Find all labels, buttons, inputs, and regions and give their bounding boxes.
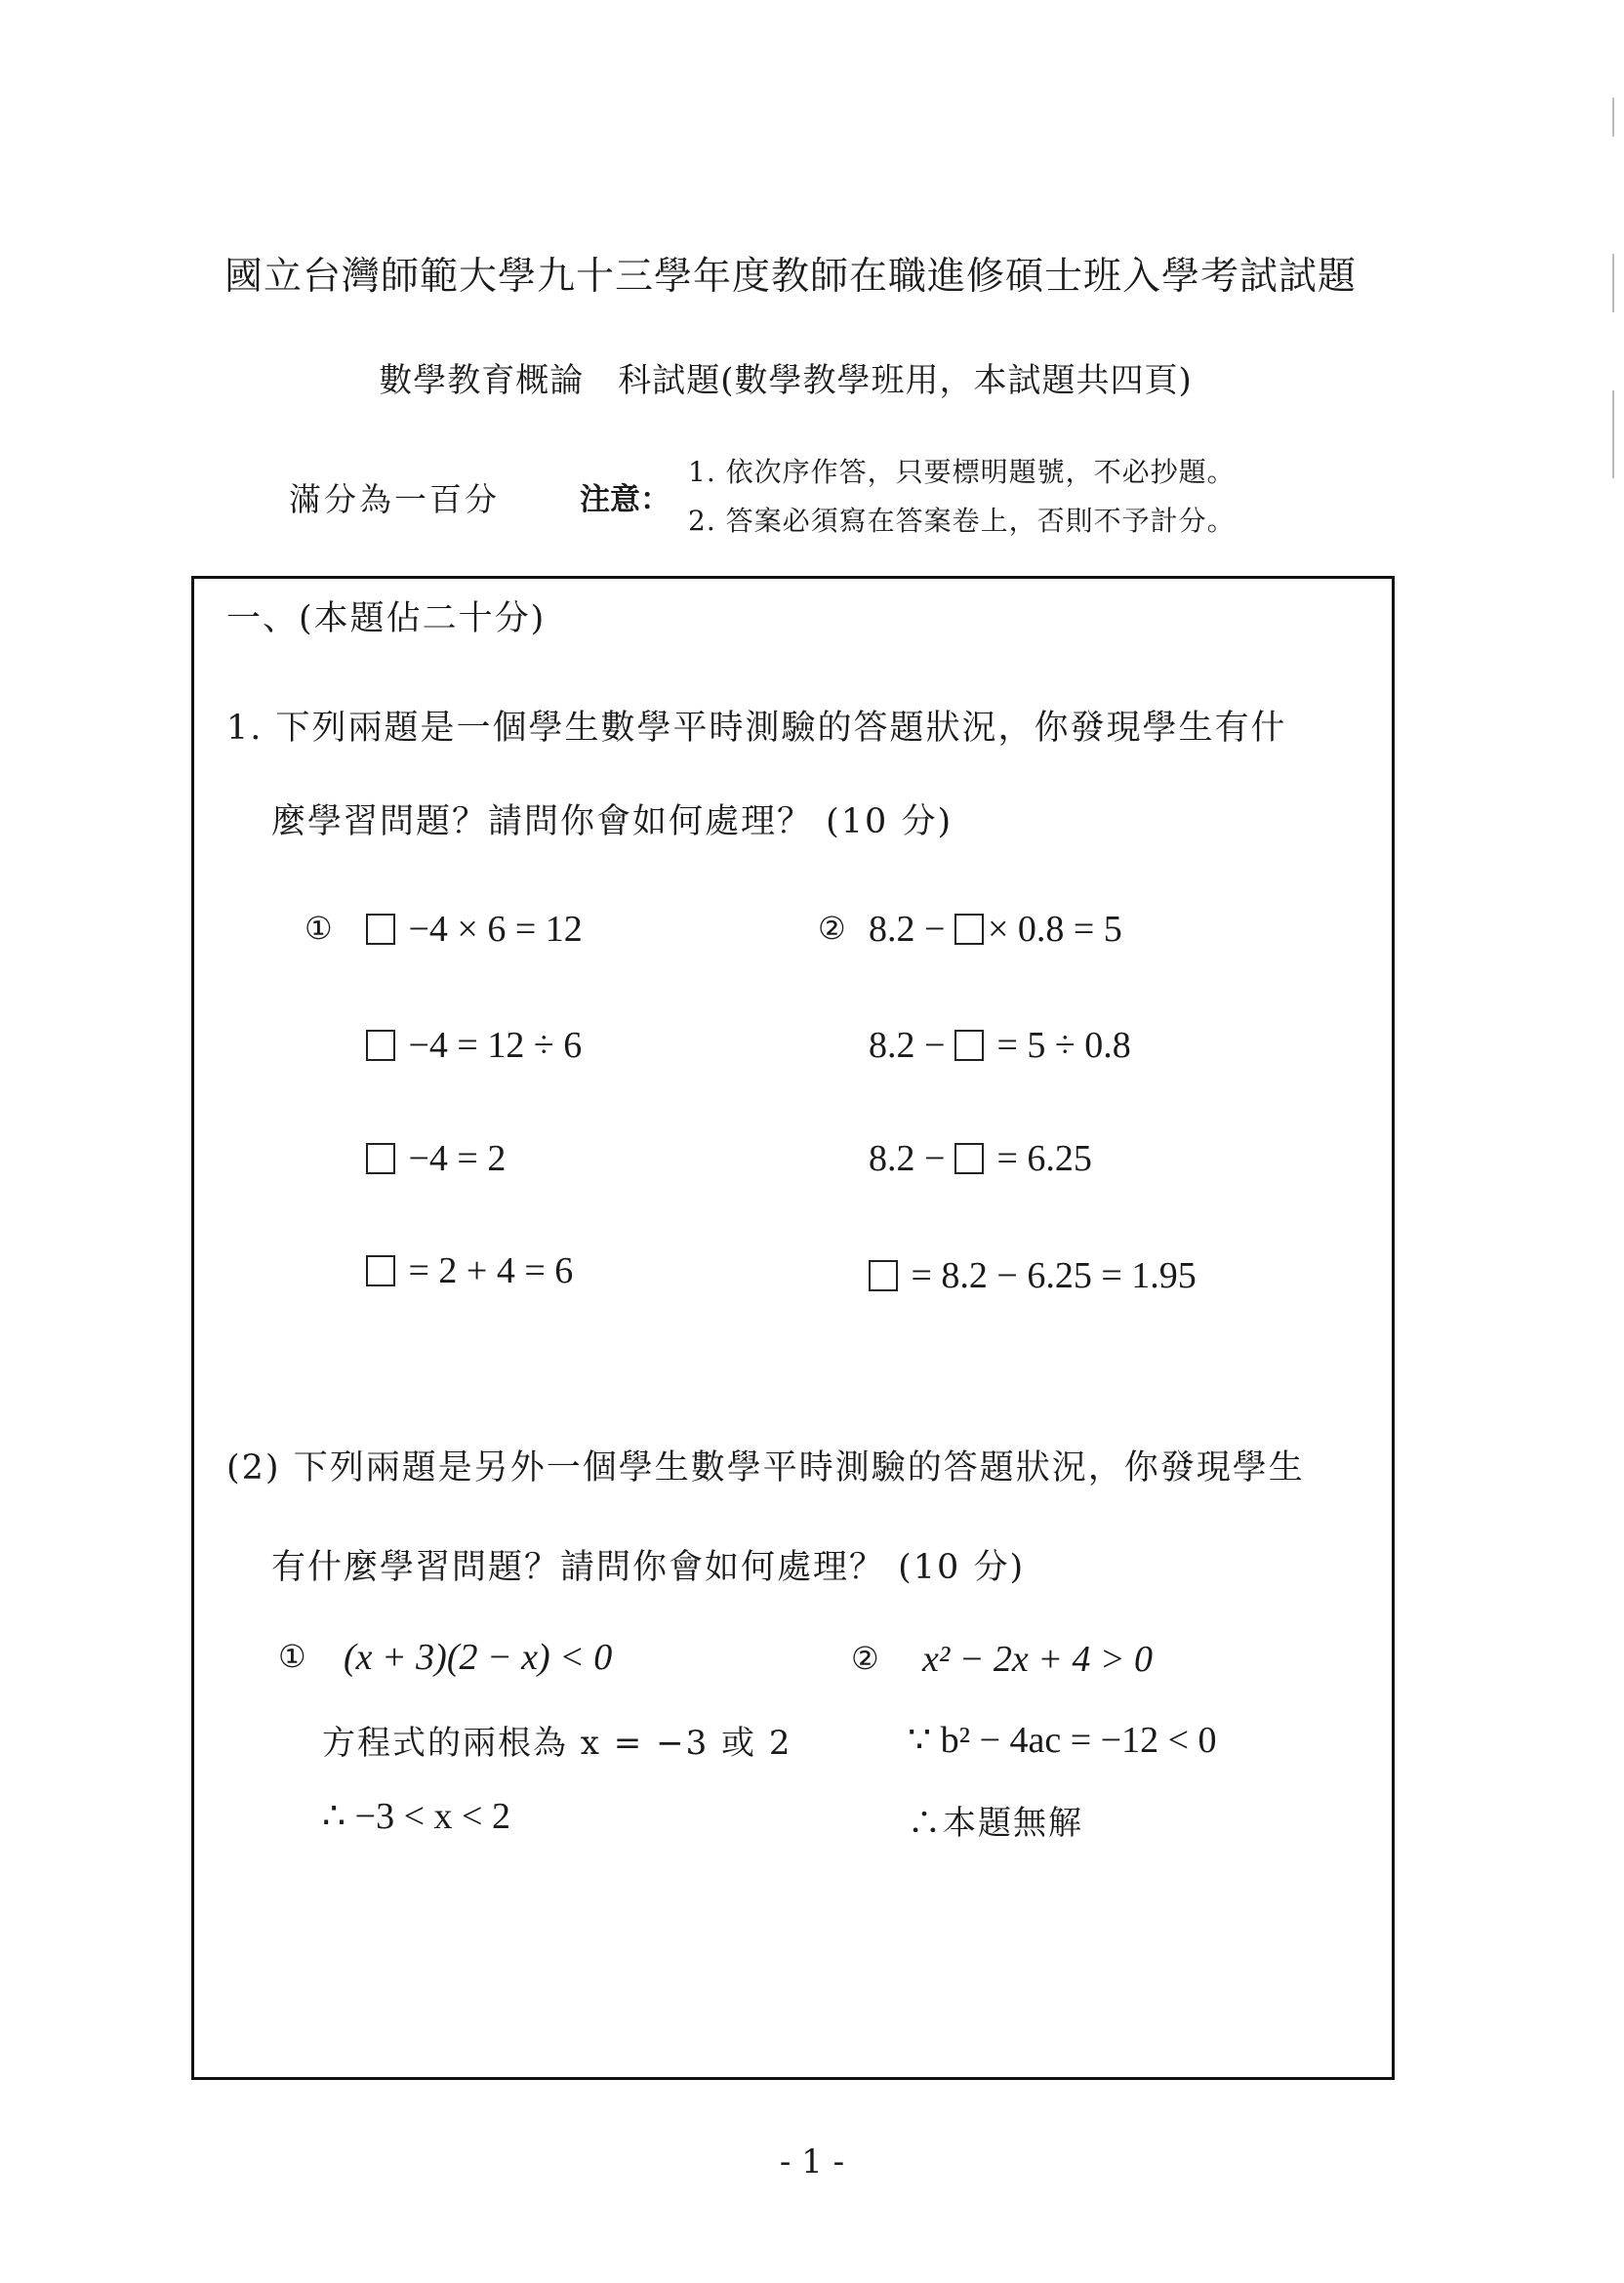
q2-text-line2: 有什麼學習問題？請問你會如何處理？ (10 分): [271, 1548, 1026, 1587]
blank-box: [366, 1030, 395, 1061]
notice-label: 注意：: [580, 482, 670, 517]
q1-text-line1: 1. 下列兩題是一個學生數學平時測驗的答題狀況，你發現學生有什: [226, 709, 1287, 748]
q1-left-step-4: = 2 + 4 = 6: [366, 1249, 573, 1292]
q1-right-step-3: 8.2 − = 6.25: [869, 1138, 1092, 1179]
q1-left-step-2: −4 = 12 ÷ 6: [366, 1024, 582, 1067]
blank-box: [366, 1143, 395, 1174]
blank-box: [366, 1255, 395, 1286]
q2-right-conclusion: ∴本題無解: [908, 1804, 1083, 1843]
q1-text-line2: 麼學習問題？請問你會如何處理？ (10 分): [271, 802, 954, 841]
q2-mark-1: ①: [278, 1638, 306, 1675]
q1-left-step-3: −4 = 2: [366, 1137, 506, 1180]
q1-left-step-1: −4 × 6 = 12: [366, 908, 583, 951]
scan-speck: [1612, 98, 1614, 137]
q1-right-step-1: 8.2 − × 0.8 = 5: [869, 909, 1122, 950]
q2-right-inequality: x² − 2x + 4 > 0: [922, 1639, 1154, 1680]
blank-box: [954, 1030, 984, 1061]
q2-right-discriminant: ∵ b² − 4ac = −12 < 0: [908, 1720, 1217, 1761]
blank-box: [954, 1143, 984, 1174]
q1-mark-2: ②: [818, 910, 846, 947]
exam-subtitle: 數學教育概論 科試題(數學教學班用，本試題共四頁): [379, 361, 1193, 400]
q2-left-roots: 方程式的兩根為 x = −3 或 2: [322, 1724, 792, 1763]
blank-box: [366, 914, 395, 945]
blank-box: [869, 1260, 898, 1291]
q1-right-step-4: = 8.2 − 6.25 = 1.95: [869, 1254, 1197, 1297]
scan-speck: [1612, 390, 1614, 478]
scan-speck: [1612, 254, 1614, 312]
full-score-label: 滿分為一百分: [289, 480, 500, 518]
q1-right-step-2: 8.2 − = 5 ÷ 0.8: [869, 1025, 1131, 1066]
page-number: - 1 -: [779, 2142, 845, 2181]
exam-title: 國立台灣師範大學九十三學年度教師在職進修碩士班入學考試試題: [223, 255, 1357, 299]
q2-text-line1: (2) 下列兩題是另外一個學生數學平時測驗的答題狀況，你發現學生: [226, 1448, 1305, 1488]
q1-mark-1: ①: [304, 910, 333, 947]
notice-item-1: 1. 依次序作答，只要標明題號，不必抄題。: [688, 456, 1236, 488]
q2-mark-2: ②: [851, 1640, 879, 1677]
section-heading: 一、(本題佔二十分): [226, 599, 547, 638]
notice-item-2: 2. 答案必須寫在答案卷上，否則不予計分。: [688, 505, 1236, 537]
q2-left-inequality: (x + 3)(2 − x) < 0: [344, 1637, 613, 1678]
q2-left-conclusion: ∴ −3 < x < 2: [322, 1796, 510, 1837]
blank-box: [954, 914, 984, 945]
